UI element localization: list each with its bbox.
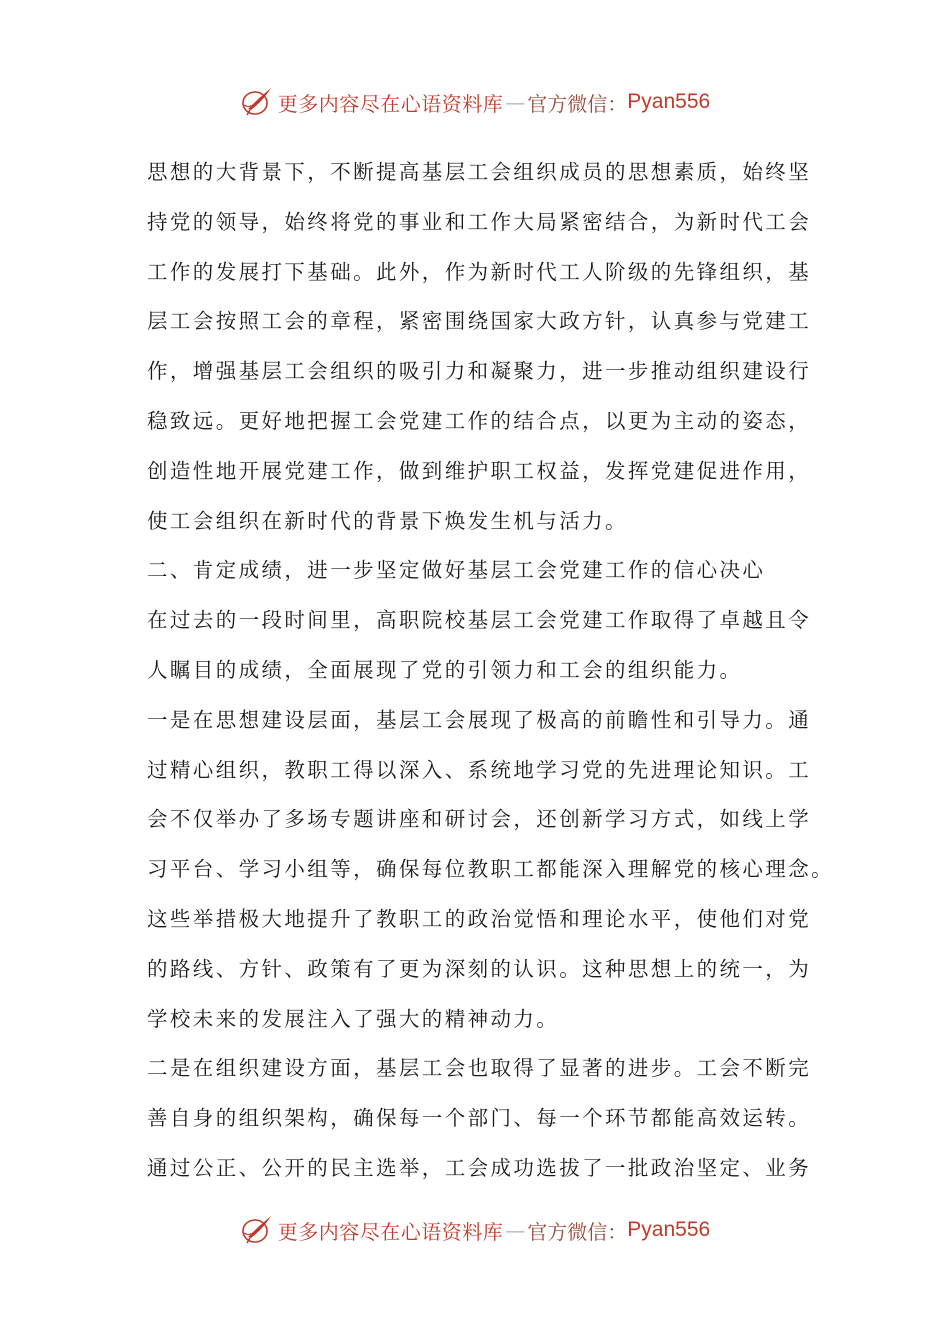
body-line: 人瞩目的成绩，全面展现了党的引领力和工会的组织能力。 [147,657,743,682]
body-line: 二是在组织建设方面，基层工会也取得了显著的进步。工会不断完 [147,1056,812,1081]
quill-pen-logo-icon [240,85,274,119]
body-line: 过精心组织，教职工得以深入、系统地学习党的先进理论知识。工 [147,757,812,782]
quill-pen-logo-icon [240,1213,274,1247]
header-watermark-banner [0,82,950,122]
banner-text: 更多内容尽在心语资料库 [277,1219,504,1244]
body-line: 在过去的一段时间里，高职院校基层工会党建工作取得了卓越且令 [147,608,812,633]
body-line: 层工会按照工会的章程，紧密围绕国家大政方针，认真参与党建工 [147,309,812,334]
body-line: 稳致远。更好地把握工会党建工作的结合点，以更为主动的姿态， [147,408,812,433]
body-line: 持党的领导，始终将党的事业和工作大局紧密结合，为新时代工会 [147,209,812,234]
body-line: 这些举措极大地提升了教职工的政治觉悟和理论水平，使他们对党 [147,906,812,931]
body-line: 作，增强基层工会组织的吸引力和凝聚力，进一步推动组织建设行 [147,359,812,384]
body-line: 习平台、学习小组等，确保每位教职工都能深入理解党的核心理念。 [147,857,834,882]
body-line: 一是在思想建设层面，基层工会展现了极高的前瞻性和引导力。通 [147,707,812,732]
banner-wechat-label: 官方微信： [527,1219,628,1244]
body-line: 创造性地开展党建工作，做到维护职工权益，发挥党建促进作用， [147,458,812,483]
body-line: 使工会组织在新时代的背景下焕发生机与活力。 [147,508,628,533]
banner-wechat-label: 官方微信： [527,91,628,116]
body-line: 工作的发展打下基础。此外，作为新时代工人阶级的先锋组织，基 [147,259,812,284]
document-body [147,148,834,1194]
body-line: 善自身的组织架构，确保每一个部门、每一个环节都能高效运转。 [147,1106,812,1131]
banner-wechat-id: Pyan556 [627,90,711,113]
banner-separator: — [505,1218,526,1242]
banner-text: 更多内容尽在心语资料库 [277,91,504,116]
body-line: 通过公正、公开的民主选举，工会成功选拔了一批政治坚定、业务 [147,1155,812,1180]
banner-wechat-id: Pyan556 [627,1218,711,1241]
section-heading: 二、肯定成绩，进一步坚定做好基层工会党建工作的信心决心 [147,558,766,583]
body-line: 的路线、方针、政策有了更为深刻的认识。这种思想上的统一，为 [147,956,812,981]
banner-separator: — [505,90,526,114]
body-line: 会不仅举办了多场专题讲座和研讨会，还创新学习方式，如线上学 [147,807,812,832]
body-line: 思想的大背景下，不断提高基层工会组织成员的思想素质，始终坚 [147,160,812,184]
body-line: 学校未来的发展注入了强大的精神动力。 [147,1006,560,1031]
footer-watermark-banner [0,1210,950,1250]
